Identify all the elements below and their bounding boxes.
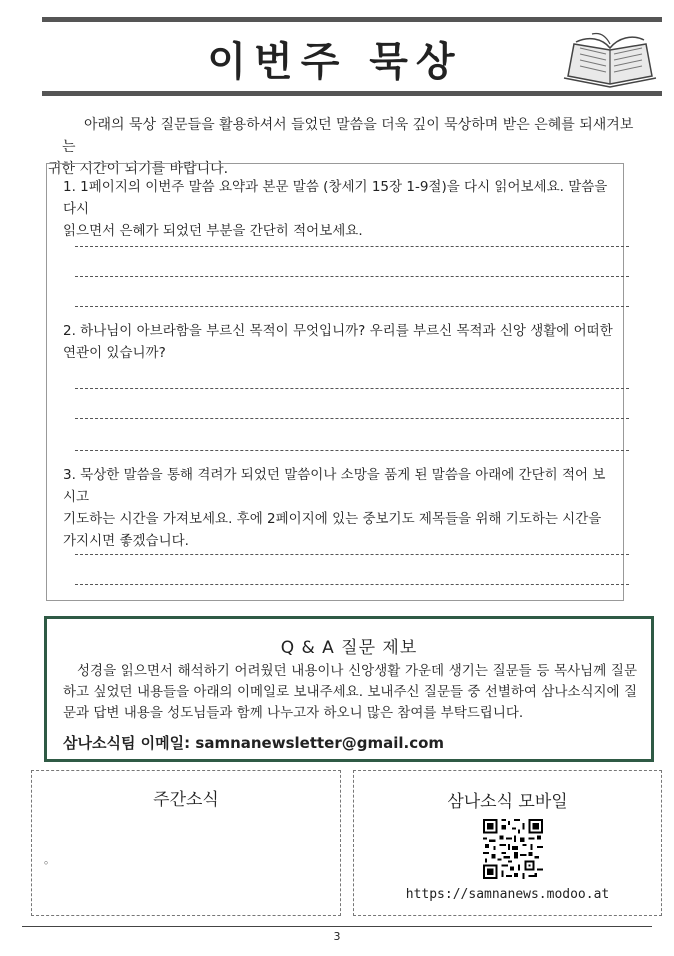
question-2 [63,320,613,364]
qna-body-text: 성경을 읽으면서 해석하기 어려웠던 내용이나 신앙생활 가운데 생기는 질문들 등 목사님께 질문하고 싶었던 내용들을 아래의 이메일로 보내주세요. 보내주신 질문들 중 선별하여 삼나소식지에 질문과 답변 내용을 성도님들과 함께 나누고자 하오니 많은 참여를 부탁드립니다. [63,663,637,721]
qna-body [63,661,637,724]
answer-line[interactable] [75,246,629,247]
question-3-line-2: 기도하는 시간을 가져보세요. 후에 2페이지에 있는 중보기도 제목들을 위해 기도하는 시간을 [63,511,602,527]
question-1-line-1: 1. 1페이지의 이번주 말씀 요약과 본문 말씀 (창세기 15장 1-9절)을 다시 읽어보세요. 말씀을 다시 [63,179,608,217]
answer-line[interactable] [75,306,629,307]
weekly-news-content: 。 [44,853,55,866]
question-3-line-1: 3. 묵상한 말씀을 통해 격려가 되었던 말씀이나 소망을 품게 된 말씀을 아래에 간단히 적어 보시고 [63,467,606,505]
open-book-icon [562,30,658,88]
mobile-title: 삼나소식 모바일 [447,792,568,812]
question-2-line-1: 2. 하나님이 아브라함을 부르신 목적이 무엇입니까? 우리를 부르신 목적과 신앙 생활에 어떠한 [63,323,613,339]
question-3-line-3: 가지시면 좋겠습니다. [63,533,189,549]
title-bottom-rule [42,91,662,96]
question-1-line-2: 읽으면서 은혜가 되었던 부분을 간단히 적어보세요. [63,223,363,239]
mobile-box [353,770,662,916]
qna-box [44,616,654,762]
answer-line[interactable] [75,276,629,277]
page-title: 이번주 묵상 [207,39,463,85]
answer-line[interactable] [75,554,629,555]
question-1 [63,176,613,242]
page-number: 3 [333,930,341,943]
weekly-news-box [31,770,341,916]
intro-line-2: 귀한 시간이 되기를 바랍니다. [48,161,229,177]
question-3 [63,464,613,552]
questions-box [46,163,624,601]
question-2-line-2: 연관이 있습니까? [63,345,166,361]
qr-code-icon[interactable] [483,819,543,879]
answer-line[interactable] [75,584,629,585]
qna-email-row [63,732,444,753]
weekly-news-title: 주간소식 [153,790,219,810]
mobile-url-link[interactable]: https://samnanews.modoo.at [405,887,610,902]
qna-title: Q & A 질문 제보 [280,638,418,658]
answer-line[interactable] [75,388,629,389]
answer-line[interactable] [75,418,629,419]
title-top-rule [42,17,662,22]
intro-line-1: 아래의 묵상 질문들을 활용하셔서 들었던 말씀을 더욱 깊이 묵상하며 받은 은혜를 되새겨보는 [62,117,634,155]
email-label: 삼나소식팀 이메일: [63,734,191,752]
answer-line[interactable] [75,450,629,451]
email-link[interactable]: samnanewsletter@gmail.com [195,734,445,752]
footer-rule [22,926,652,927]
